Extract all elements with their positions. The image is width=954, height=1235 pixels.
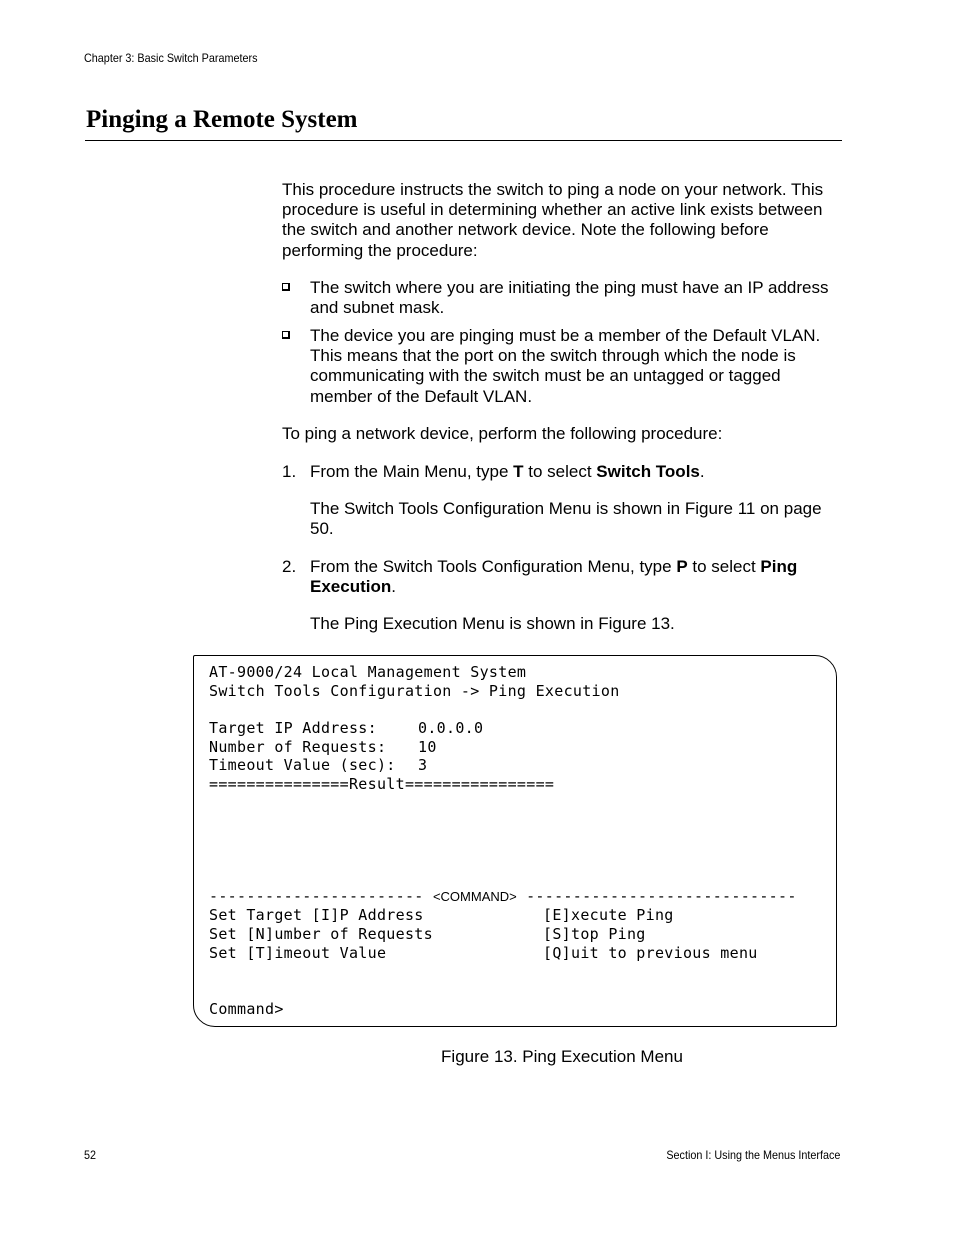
terminal-menu-path: Switch Tools Configuration -> Ping Execution [209, 682, 620, 700]
step-note: The Ping Execution Menu is shown in Figure 13. [310, 614, 675, 633]
step-text: From the Switch Tools Configuration Menu, type P to select Ping Execution. [310, 557, 798, 597]
terminal-menu-option[interactable]: [S]top Ping [543, 925, 646, 943]
step-key: T [513, 462, 524, 481]
page-title: Pinging a Remote System [86, 106, 358, 133]
terminal-screen-frame [193, 655, 837, 1027]
terminal-menu-option[interactable]: [Q]uit to previous menu [543, 944, 758, 962]
intro-paragraph: This procedure instructs the switch to ping a node on your network. This procedure is useful in determining whether an active link exists between the switch and another network device. Note the following before performing the procedure: [282, 180, 824, 260]
terminal-menu-option[interactable]: Set Target [I]P Address [209, 906, 424, 924]
page-number: 52 [84, 1148, 97, 1162]
running-header: Chapter 3: Basic Switch Parameters [84, 51, 258, 65]
step-target: Ping Execution [310, 557, 798, 597]
checkbox-bullet-icon [282, 283, 290, 291]
title-rule [85, 140, 842, 141]
terminal-field-label: Number of Requests: [209, 738, 387, 756]
checkbox-bullet-icon [282, 331, 290, 339]
procedure-lead: To ping a network device, perform the following procedure: [282, 424, 723, 443]
terminal-menu-option[interactable]: [E]xecute Ping [543, 906, 674, 924]
terminal-menu-option[interactable]: Set [N]umber of Requests [209, 925, 433, 943]
terminal-system-title: AT-9000/24 Local Management System [209, 663, 527, 681]
terminal-field-value: 10 [418, 738, 437, 756]
terminal-field-value: 0.0.0.0 [418, 719, 484, 737]
note-bullet [282, 278, 842, 318]
terminal-command-prompt[interactable]: Command> [209, 1000, 284, 1018]
running-footer: Section I: Using the Menus Interface [665, 1148, 840, 1162]
terminal-menu-option[interactable]: Set [T]imeout Value [209, 944, 387, 962]
procedure-step [282, 557, 842, 597]
step-target: Switch Tools [596, 462, 700, 481]
procedure-step [282, 462, 842, 482]
note-bullet [282, 326, 842, 407]
step-text: From the Main Menu, type T to select Switch Tools. [310, 462, 705, 481]
figure-caption: Figure 13. Ping Execution Menu [441, 1047, 683, 1066]
note-bullet-text: The device you are pinging must be a member of the Default VLAN. This means that the port on the switch through which the node is communicating with the switch must be an untagged or tagged member of the Default VLAN. [310, 326, 821, 406]
step-note: The Switch Tools Configuration Menu is shown in Figure 11 on page 50. [310, 499, 822, 539]
terminal-field-label: Target IP Address: [209, 719, 377, 737]
step-number: 1. [282, 462, 297, 481]
terminal-command-bar: ----------------------- <COMMAND> ----------------------------- [209, 887, 797, 905]
terminal-field-label: Timeout Value (sec): [209, 756, 396, 774]
note-bullet-text: The switch where you are initiating the ping must have an IP address and subnet mask. [310, 278, 829, 318]
step-key: P [676, 557, 688, 576]
step-number: 2. [282, 557, 297, 576]
terminal-field-value: 3 [418, 756, 428, 774]
terminal-result-bar: ===============Result================ [209, 775, 555, 793]
